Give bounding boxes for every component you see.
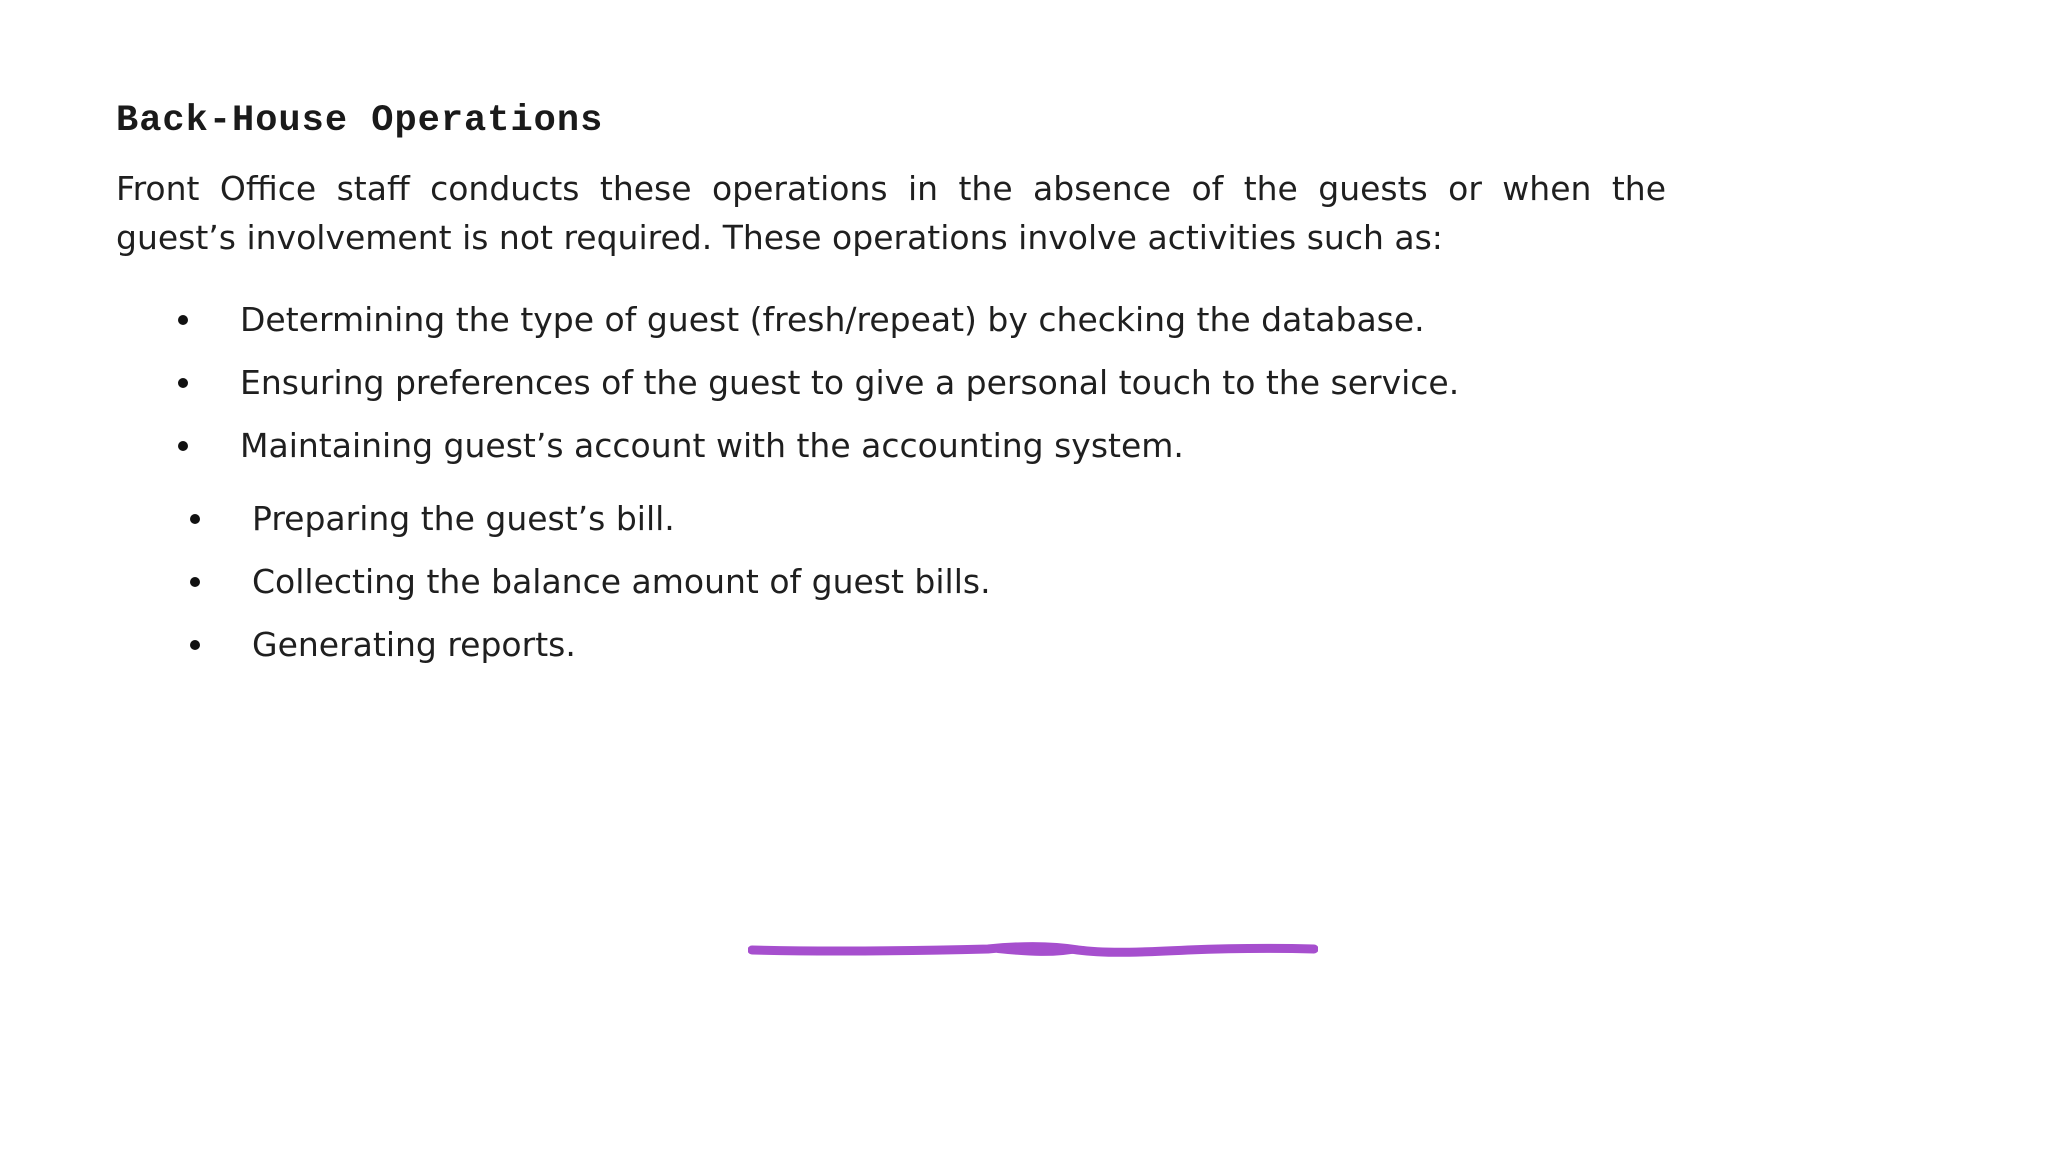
bullet-icon [190,514,200,524]
section-heading: Back-House Operations [116,100,604,142]
bullet-icon [190,640,200,650]
list-item-text: Ensuring preferences of the guest to give a personal touch to the service. [240,363,1460,402]
list-item-text: Preparing the guest’s bill. [252,499,675,538]
bullet-icon [178,441,188,451]
list-item-text: Collecting the balance amount of guest bills. [252,562,991,601]
intro-line-2: guest’s involvement is not required. These operations involve activities such as: [116,218,1443,257]
intro-paragraph [116,164,1666,262]
bullet-icon [178,315,188,325]
bullet-icon [178,378,188,388]
intro-line-1: Front Office staff conducts these operations in the absence of the guests or when the [116,169,1666,208]
ink-annotation-stroke [748,938,1318,962]
bullet-icon [190,577,200,587]
list-item-text: Generating reports. [252,625,576,664]
list-item-text: Determining the type of guest (fresh/repeat) by checking the database. [240,300,1425,339]
list-item-text: Maintaining guest’s account with the accounting system. [240,426,1184,465]
